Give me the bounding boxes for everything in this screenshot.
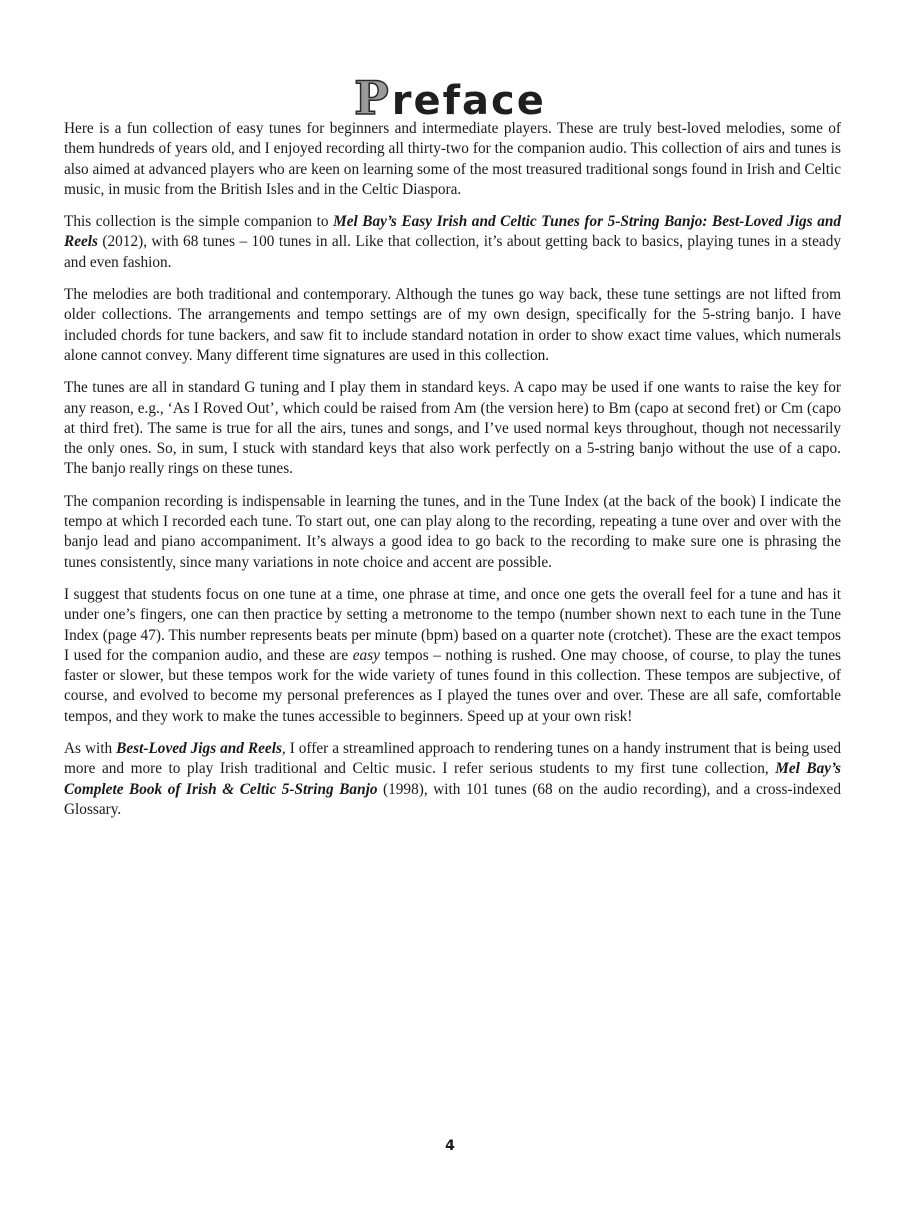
title-rest: reface [391, 77, 546, 124]
paragraph-companion [64, 212, 841, 273]
paragraph-intro: Here is a fun collection of easy tunes for beginners and intermediate players. These are truly best-loved melodies, some of them hundreds of years old, and I enjoyed recording all thirty-two for the companion audio. This collection of airs and tunes is also aimed at advanced players who are keen on learning some of the most treasured traditional songs found in Irish and Celtic music, in music from the British Isles and in the Celtic Diaspora. [64, 120, 841, 198]
paragraph-closing-text-e: (1998), with 101 tunes (68 on the audio recording), and a cross-indexed Glossary. [64, 780, 841, 818]
paragraph-closing [64, 739, 841, 820]
paragraph-companion-text-a: This collection is the simple companion to [64, 213, 334, 231]
paragraph-closing-text-c: , I offer a streamlined approach to rendering tunes on a handy instrument that is being used more and more to play Irish traditional and Celtic music. I refer serious students to my first tune collection, [64, 740, 842, 778]
preface-body [64, 119, 841, 832]
title-decorative-initial: P [354, 70, 391, 125]
book-title-best-loved: Best-Loved Jigs and Reels [116, 740, 282, 758]
paragraph-tempo-text-a: I suggest that students focus on one tune at a time, one phrase at time, and once one gets the overall feel for a tune and has it under one’s fingers, one can then practice by setting a metronome to the tempo (number shown next to each tune in the Tune Index (page 47). This number represents beats per minute (bpm) based on a quarter note (crotchet). These are the exact tempos I used for the companion audio, and these are [64, 585, 841, 664]
paragraph-closing-text-a: As with [64, 740, 117, 758]
book-title-complete-book: Mel Bay’s Complete Book of Irish & Celtic 5-String Banjo [64, 760, 841, 798]
paragraph-recording: The companion recording is indispensable in learning the tunes, and in the Tune Index (at the back of the book) I indicate the tempo at which I recorded each tune. To start out, one can play along to the recording, repeating a tune over and over with the banjo lead and piano accompaniment. It’s always a good idea to go back to the recording to make sure one is phrasing the tunes consistently, since many variations in note choice and accent are possible. [64, 492, 841, 571]
paragraph-tempo-emphasis: easy [352, 646, 380, 664]
paragraph-tempo-text-c: tempos – nothing is rushed. One may choose, of course, to play the tunes faster or slower, but these tempos work for the wide variety of tunes found in this collection. These tempos are subjective, of course, and evolved to become my personal preferences as I played the tunes over and over. These are all safe, comfortable tempos, and they work to make the tunes accessible to beginners. Speed up at your own risk! [64, 646, 841, 725]
paragraph-tuning: The tunes are all in standard G tuning and I play them in standard keys. A capo may be used if one wants to raise the key for any reason, e.g., ‘As I Roved Out’, which could be raised from Am (the version here) to Bm (capo at second fret) or Cm (capo at third fret). The same is true for all the airs, tunes and songs, and I’ve used normal keys throughout, though not necessarily the only ones. So, in sum, I stuck with standard keys that also work perfectly on a 5-string banjo without the use of a capo. The banjo really rings on these tunes. [64, 379, 841, 478]
page-number: 4 [445, 1138, 455, 1154]
paragraph-companion-text-c: (2012), with 68 tunes – 100 tunes in all. Like that collection, it’s about getting back to basics, playing tunes in a steady and even fashion. [64, 233, 841, 271]
paragraph-melodies: The melodies are both traditional and contemporary. Although the tunes go way back, these tune settings are not lifted from older collections. The arrangements and tempo settings are of my own design, specifically for the 5-string banjo. I have included chords for tune backers, and saw fit to include standard notation in order to show exact time values, which numerals alone cannot convey. Many different time signatures are used in this collection. [64, 286, 841, 364]
book-title-jigs-and-reels: Mel Bay’s Easy Irish and Celtic Tunes for 5-String Banjo: Best-Loved Jigs and Reels [64, 213, 841, 251]
paragraph-tempo [64, 585, 841, 727]
page-title [0, 70, 900, 125]
